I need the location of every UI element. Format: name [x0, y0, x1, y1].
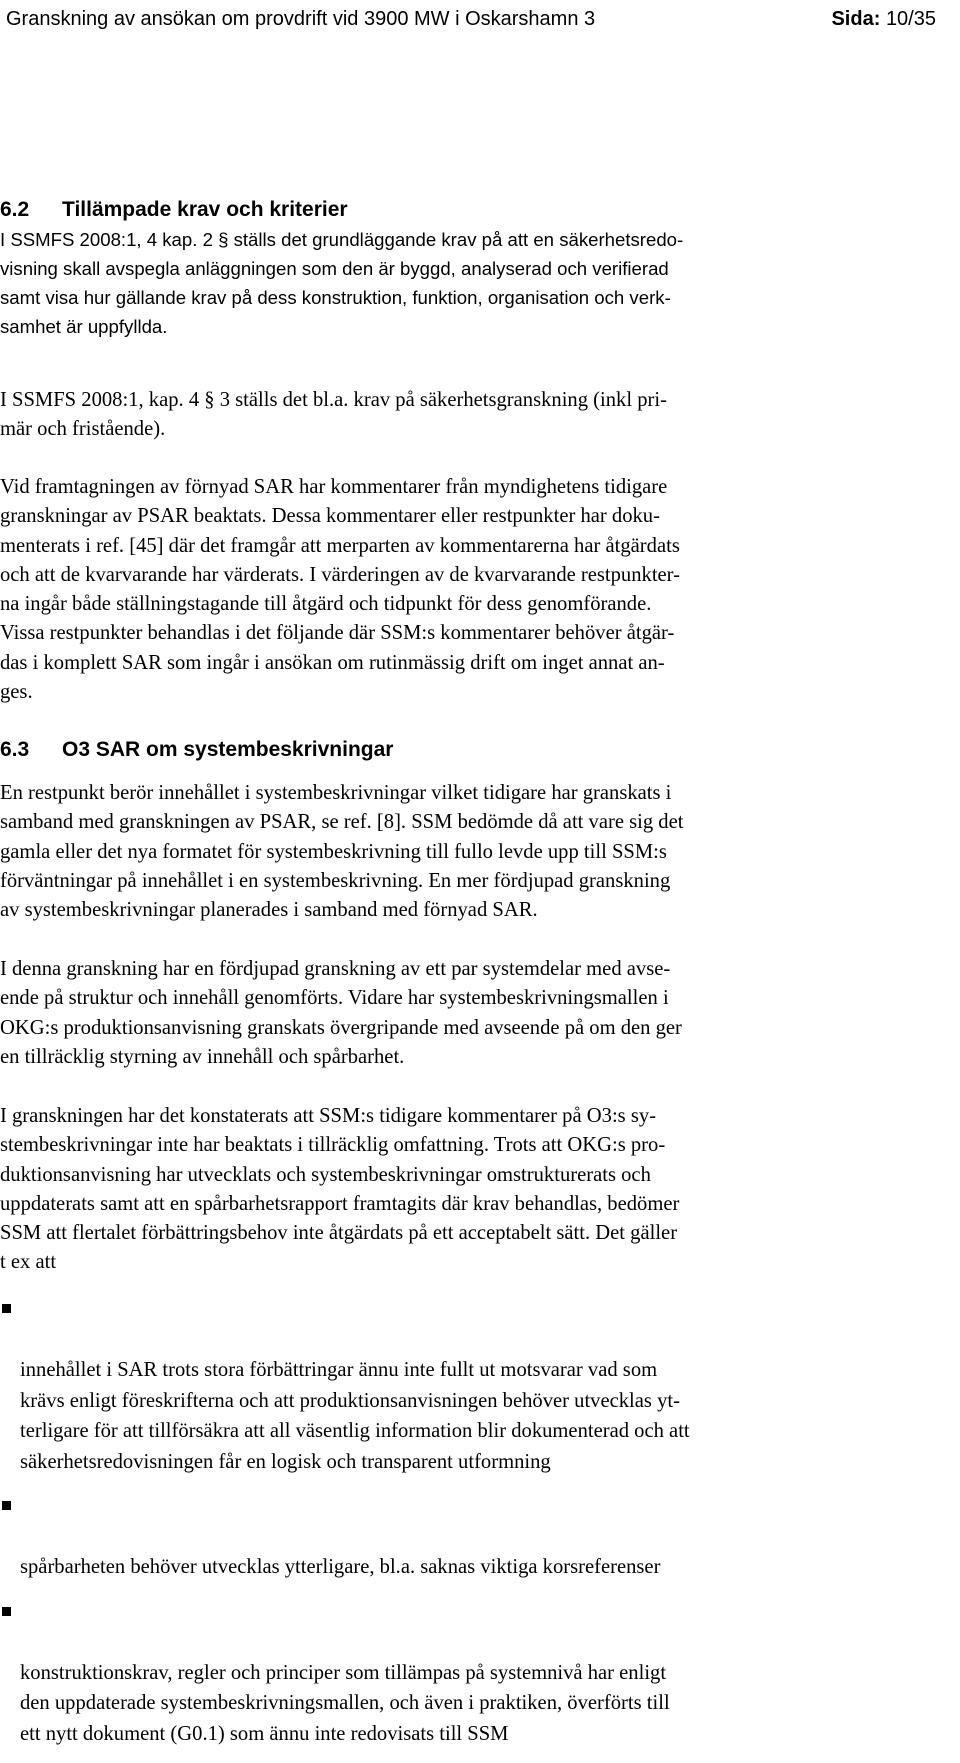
- paragraph: I SSMFS 2008:1, 4 kap. 2 § ställs det grundläggande krav på att en säkerhetsredo- visning skall avspegla anläggningen som den är byggd, analyserad och verifierad samt visa hur gällande krav på dess konstruktion, funktion, organisation och verk- samhet är uppfyllda.: [0, 229, 684, 337]
- section-heading-6-3: [0, 735, 393, 765]
- paragraph: I granskningen har det konstaterats att SSM:s tidigare kommentarer på O3:s sy- stembeskrivningar inte har beaktats i tillräcklig omfattning. Trots att OKG:s pro- duktionsanvisning har utvecklats och systembeskrivningar omstrukturerats och uppdaterats samt att en spårbarhetsrapport framtagits där krav behandlas, bedömer SSM att flertalet förbättringsbehov inte åtgärdats på ett acceptabelt sätt. Det gäller t ex att: [0, 1105, 680, 1274]
- list-item: [0, 1597, 870, 1750]
- paragraph: Vid framtagningen av förnyad SAR har kommentarer från myndighetens tidigare granskningar av PSAR beaktats. Dessa kommentarer eller restpunkter har doku- menterats i ref. [45] där det framgår att merparten av kommentarerna har åtgärdats och att de kvarvarande har värderats. I värderingen av de kvarvarande restpunkter- na ingår både ställningstagande till åtgärd och tidpunkt för dess genomförande. Vissa restpunkter behandlas i det följande där SSM:s kommentarer behöver åtgär- das i komplett SAR som ingår i ansökan om rutinmässig drift om inget annat an- ges.: [0, 476, 680, 704]
- square-bullet-icon: [2, 1501, 11, 1510]
- square-bullet-icon: [2, 1304, 11, 1313]
- list-item: [0, 1491, 870, 1583]
- list-item: [0, 1294, 870, 1477]
- paragraph: I SSMFS 2008:1, kap. 4 § 3 ställs det bl.a. krav på säkerhetsgranskning (inkl pri- mär och fristående).: [0, 389, 667, 441]
- section-number: 6.2: [0, 198, 30, 221]
- page-header: [6, 4, 936, 34]
- section-heading-6-2: [0, 195, 348, 225]
- list-item-text: spårbarheten behöver utvecklas ytterligare, bl.a. saknas viktiga korsreferenser: [20, 1556, 661, 1578]
- page-number: 10/35: [885, 8, 936, 30]
- square-bullet-icon: [2, 1607, 11, 1616]
- paragraph: I denna granskning har en fördjupad granskning av ett par systemdelar med avse- ende på struktur och innehåll genomförts. Vidare har systembeskrivningsmallen i OKG:s produktionsanvisning granskats övergripande med avseende på om den ger en tillräcklig styrning av innehåll och spårbarhet.: [0, 958, 682, 1068]
- section-number: 6.3: [0, 738, 30, 761]
- bullet-list: [0, 1294, 870, 1763]
- section-title: Tillämpade krav och kriterier: [62, 198, 348, 221]
- list-item-text: konstruktionskrav, regler och principer som tillämpas på systemnivå har enligt den uppdaterade systembeskrivningsmallen, och även i praktiken, överförts till ett nytt dokument (G0.1) som ännu inte redovisats till SSM: [20, 1661, 670, 1745]
- page-label: Sida:: [831, 8, 881, 30]
- section-title: O3 SAR om systembeskrivningar: [62, 738, 394, 761]
- paragraph: En restpunkt berör innehållet i systembeskrivningar vilket tidigare har granskats i samband med granskningen av PSAR, se ref. [8]. SSM bedömde då att vare sig det gamla eller det nya formatet för systembeskrivning till fullo levde upp till SSM:s förväntningar på innehållet i en systembeskrivning. En mer fördjupad granskning av systembeskrivningar planerades i samband med förnyad SAR.: [0, 782, 684, 922]
- document-title: Granskning av ansökan om provdrift vid 3900 MW i Oskarshamn 3: [6, 8, 596, 30]
- page-indicator: [831, 4, 936, 34]
- list-item-text: innehållet i SAR trots stora förbättringar ännu inte fullt ut motsvarar vad som krävs enligt föreskrifterna och att produktionsanvisningen behöver utvecklas yt- terligare för att tillförsäkra att all väsentlig information blir dokumenterad och att säkerhetsredovisningen får en logisk och transparent utformning: [20, 1359, 690, 1473]
